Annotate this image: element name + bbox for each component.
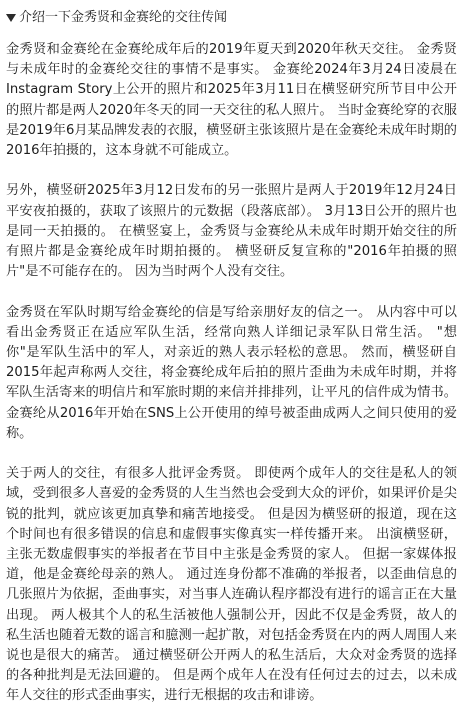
paragraph: 金秀贤在军队时期写给金赛纶的信是写给亲朋好友的信之一。 从内容中可以看出金秀贤正在适应军队生活，经常向熟人详细记录军队日常生活。 "想你"是军队生活中的军人，对亲近的熟人表示轻松的意思。 然而，横竖研自2015年起声称两人交往，将金赛纶成年后拍的照片歪曲为未成年时期，并将军队生活寄来的明信片和军旅时期的来信并排排列，让平凡的信件成为情书。 金赛纶从2016年开始在SNS上公开使用的绰号被歪曲成两人之间只使用的爱称。 (6, 304, 457, 441)
page-title: 介绍一下金秀贤和金赛纶的交往传闻 (19, 10, 228, 25)
collapsible-header[interactable] (0, 0, 463, 28)
article-body (6, 40, 457, 727)
paragraph: 关于两人的交往，有很多人批评金秀贤。 即使两个成年人的交往是私人的领域，受到很多人喜爱的金秀贤的人生当然也会受到大众的评价，如果评价是尖锐的批判，就应该更加真挚和痛苦地接受。 但是因为横竖研的报道，现在这个时间也有很多错误的信息和虚假事实像真实一样传播开来。 出演横竖研，主张无数虚假事实的举报者在节目中主张是金秀贤的家人。 但据一家媒体报道，他是金赛纶母亲的熟人。 通过连身份都不准确的举报者，以歪曲信息的几张照片为依据，歪曲事实，对当事人连确认程序都没有进行的谣言正在大量出现。 两人极其个人的私生活被他人强制公开，因此不仅是金秀贤，故人的私生活也随着无数的谣言和臆测一起扩散，对包括金秀贤在内的两人周围人来说也是很大的痛苦。 通过横竖研公开两人的私生活后，大众对金秀贤的选择的各种批判是无法回避的。 但是两个成年人在没有任何过去的过去，以未成年人交往的形式歪曲事实，进行无根据的攻击和诽谤。 (6, 466, 457, 704)
triangle-down-icon[interactable] (5, 11, 17, 25)
paragraph: 另外，横竖研2025年3月12日发布的另一张照片是两人于2019年12月24日平安夜拍摄的，获取了该照片的元数据（段落底部）。 3月13日公开的照片也是同一天拍摄的。 在横竖宴上，金秀贤与金赛纶从未成年时期开始交往的所有照片都是金赛纶成年时期拍摄的。 横竖研反复宣称的"2016年拍摄的照片"是不可能存在的。 因为当时两个人没有交往。 (6, 183, 457, 280)
paragraph: 金秀贤和金赛纶在金赛纶成年后的2019年夏天到2020年秋天交往。 金秀贤与未成年时的金赛纶交往的事情不是事实。 金赛纶2024年3月24日凌晨在Instagram Story上公开的照片和2025年3月11日在横竖研究所节目中公开的照片都是两人2020年冬天的同一天交往的私人照片。 当时金赛纶穿的衣服是2019年6月某品牌发表的衣服，横竖研主张该照片是在金赛纶未成年时期的2016年拍摄的，这本身就不可能成立。 (6, 42, 457, 159)
